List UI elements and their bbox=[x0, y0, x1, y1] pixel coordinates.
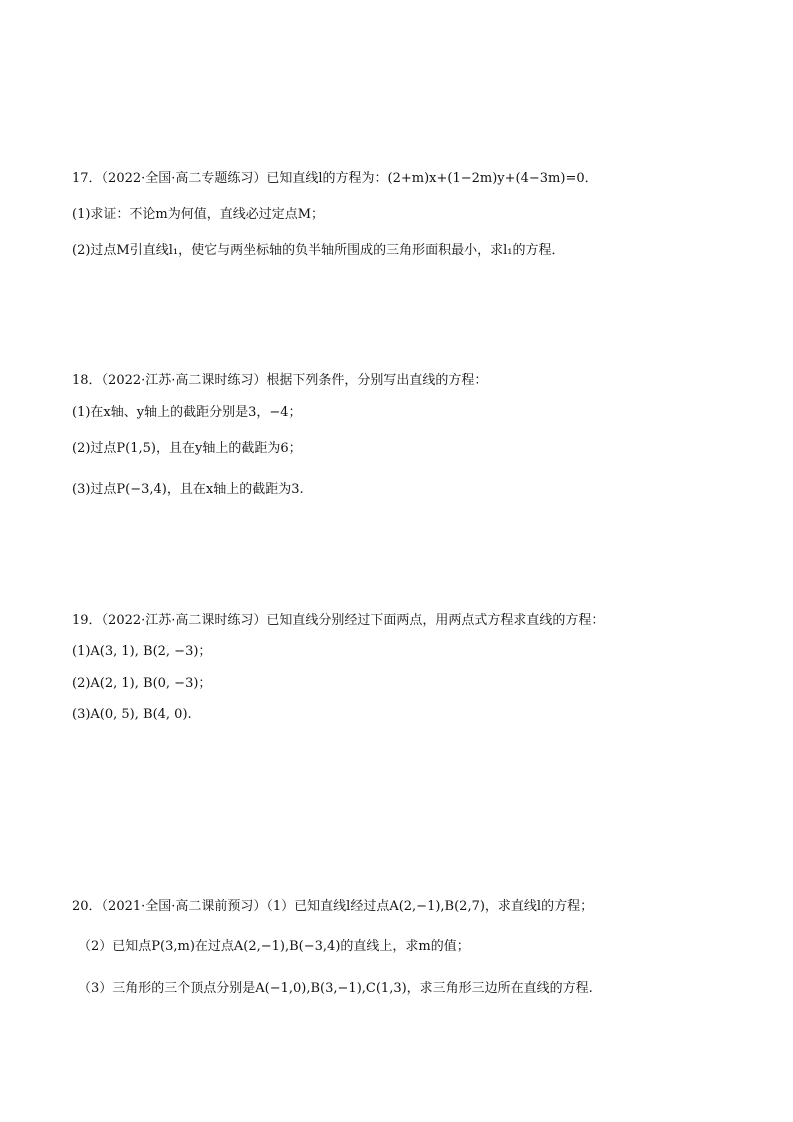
problem-18-stem: 18．（2022·江苏·高二课时练习）根据下列条件，分别写出直线的方程： bbox=[72, 373, 488, 388]
problem-20-part-3: （3）三角形的三个顶点分别是A(−1,0),B(3,−1),C(1,3)，求三角形三边所在直线的方程. bbox=[78, 981, 593, 996]
problem-18-part-3: (3)过点P(−3,4)，且在x轴上的截距为3. bbox=[72, 482, 304, 497]
problem-19-part-2: (2)A(2, 1), B(0, −3)； bbox=[72, 676, 212, 691]
problem-17-stem: 17．（2022·全国·高二专题练习）已知直线l的方程为：(2+m)x+(1−2m)y+(4−3m)=0． bbox=[72, 171, 598, 186]
problem-18-part-2: (2)过点P(1,5)，且在y轴上的截距为6； bbox=[72, 441, 302, 456]
problem-17-part-1: (1)求证：不论m为何值，直线必过定点M； bbox=[72, 207, 325, 222]
problem-19-part-1: (1)A(3, 1), B(2, −3)； bbox=[72, 644, 212, 659]
problem-20-part-2: （2）已知点P(3,m)在过点A(2,−1),B(−3,4)的直线上，求m的值； bbox=[78, 939, 470, 954]
problem-17-part-2: (2)过点M引直线l₁，使它与两坐标轴的负半轴所围成的三角形面积最小，求l₁的方程． bbox=[72, 243, 565, 258]
problem-19-stem: 19．（2022·江苏·高二课时练习）已知直线分别经过下面两点，用两点式方程求直线的方程： bbox=[72, 613, 605, 628]
problem-18-part-1: (1)在x轴、y轴上的截距分别是3，−4； bbox=[72, 405, 302, 420]
problem-20-stem: 20．（2021·全国·高二课前预习）（1）已知直线l经过点A(2,−1),B(2,7)，求直线l的方程； bbox=[72, 899, 594, 914]
problem-19-part-3: (3)A(0, 5), B(4, 0). bbox=[72, 707, 192, 722]
